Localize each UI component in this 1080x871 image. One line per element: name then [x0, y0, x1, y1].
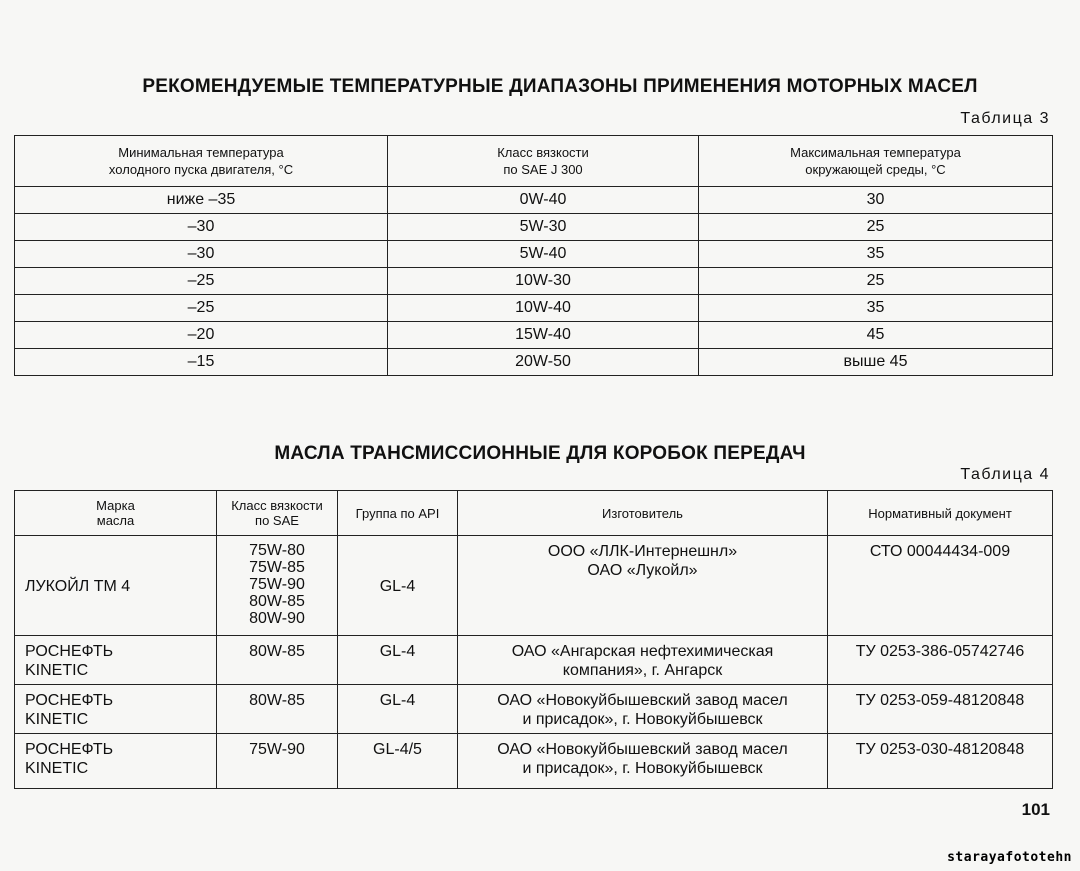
manufacturer-text: ОАО «Ангарская нефтехимическая	[511, 643, 774, 660]
cell-brand	[15, 734, 217, 789]
cell-sae-class: 10W-40	[388, 295, 699, 322]
motor-oil-temperature-table	[14, 135, 1053, 376]
sae-value: 75W-85	[249, 559, 305, 576]
cell-sae-class	[217, 685, 338, 734]
header-text: Максимальная температура	[790, 145, 961, 160]
cell-max-temp: выше 45	[699, 349, 1053, 376]
cell-api-group: GL-4	[338, 636, 458, 685]
cell-manufacturer	[458, 734, 828, 789]
header-text: Марка	[96, 498, 135, 513]
cell-api-group: GL-4/5	[338, 734, 458, 789]
table3-title: РЕКОМЕНДУЕМЫЕ ТЕМПЕРАТУРНЫЕ ДИАПАЗОНЫ ПРИМЕНЕНИЯ МОТОРНЫХ МАСЕЛ	[142, 76, 978, 97]
cell-max-temp: 35	[699, 241, 1053, 268]
brand-text: РОСНЕФТЬ	[25, 643, 114, 660]
cell-min-temp: –25	[15, 295, 388, 322]
sae-value: 75W-80	[249, 542, 305, 559]
table3-header-row	[15, 136, 1053, 187]
table-row	[15, 295, 1053, 322]
cell-max-temp: 45	[699, 322, 1053, 349]
table-row	[15, 322, 1053, 349]
header-viscosity-class	[388, 136, 699, 187]
brand-text: РОСНЕФТЬ	[25, 741, 114, 758]
cell-sae-class: 5W-30	[388, 214, 699, 241]
header-text: по SAE	[255, 513, 299, 528]
cell-brand	[15, 636, 217, 685]
cell-sae-class	[217, 636, 338, 685]
table-row	[15, 268, 1053, 295]
table-row	[15, 536, 1053, 636]
table4-title: МАСЛА ТРАНСМИССИОННЫЕ ДЛЯ КОРОБОК ПЕРЕДАЧ	[274, 443, 806, 464]
cell-normative-document: ТУ 0253-030-48120848	[828, 734, 1053, 789]
header-text: по SAE J 300	[503, 162, 583, 177]
manufacturer-text: ОАО «Новокуйбышевский завод масел	[497, 741, 788, 758]
sae-value: 80W-85	[249, 593, 305, 610]
header-min-temperature	[15, 136, 388, 187]
manufacturer-text: ООО «ЛЛК-Интернешнл»	[547, 543, 738, 560]
table-row	[15, 734, 1053, 789]
cell-sae-class: 20W-50	[388, 349, 699, 376]
header-text: окружающей среды, °С	[805, 162, 946, 177]
header-text: Класс вязкости	[497, 145, 589, 160]
cell-sae-class: 0W-40	[388, 187, 699, 214]
cell-max-temp: 25	[699, 214, 1053, 241]
cell-sae-class: 15W-40	[388, 322, 699, 349]
cell-min-temp: –20	[15, 322, 388, 349]
brand-text: KINETIC	[25, 711, 89, 728]
table-row	[15, 685, 1053, 734]
brand-text: KINETIC	[25, 760, 89, 777]
cell-brand	[15, 536, 217, 636]
cell-api-group: GL-4	[338, 536, 458, 636]
manufacturer-text: ОАО «Лукойл»	[587, 562, 698, 579]
sae-value: 75W-90	[249, 741, 305, 758]
table-row	[15, 187, 1053, 214]
manufacturer-text: и присадок», г. Новокуйбышевск	[522, 760, 763, 777]
sae-value: 80W-85	[249, 643, 305, 660]
header-normative-document	[828, 491, 1053, 536]
header-max-temperature	[699, 136, 1053, 187]
header-text: Нормативный документ	[868, 505, 1012, 521]
cell-min-temp: ниже –35	[15, 187, 388, 214]
brand-text: ЛУКОЙЛ ТМ 4	[25, 578, 131, 595]
table4-header-row	[15, 491, 1053, 536]
header-text: холодного пуска двигателя, °С	[108, 162, 294, 177]
sae-value: 80W-85	[249, 692, 305, 709]
cell-normative-document: ТУ 0253-059-48120848	[828, 685, 1053, 734]
header-text: Класс вязкости	[231, 498, 323, 513]
header-api-group	[338, 491, 458, 536]
header-text: Минимальная температура	[118, 145, 284, 160]
cell-normative-document: СТО 00044434-009	[828, 536, 1053, 636]
cell-sae-class: 5W-40	[388, 241, 699, 268]
table3-caption: Таблица 3	[960, 110, 1050, 127]
cell-min-temp: –30	[15, 214, 388, 241]
cell-max-temp: 35	[699, 295, 1053, 322]
table-row	[15, 636, 1053, 685]
table-row	[15, 214, 1053, 241]
manufacturer-text: компания», г. Ангарск	[562, 662, 723, 679]
cell-sae-class: 10W-30	[388, 268, 699, 295]
cell-brand	[15, 685, 217, 734]
header-brand	[15, 491, 217, 536]
header-manufacturer	[458, 491, 828, 536]
table-row	[15, 241, 1053, 268]
cell-min-temp: –15	[15, 349, 388, 376]
page-number: 101	[1021, 800, 1050, 819]
sae-value: 75W-90	[249, 576, 305, 593]
transmission-oil-table	[14, 490, 1053, 789]
cell-sae-class	[217, 734, 338, 789]
brand-text: KINETIC	[25, 662, 89, 679]
brand-text: РОСНЕФТЬ	[25, 692, 114, 709]
sae-value: 80W-90	[249, 610, 305, 627]
table-row	[15, 349, 1053, 376]
header-text: масла	[96, 513, 135, 528]
cell-manufacturer	[458, 636, 828, 685]
cell-max-temp: 25	[699, 268, 1053, 295]
manufacturer-text: ОАО «Новокуйбышевский завод масел	[497, 692, 788, 709]
cell-min-temp: –25	[15, 268, 388, 295]
cell-max-temp: 30	[699, 187, 1053, 214]
header-text: Изготовитель	[602, 505, 683, 521]
cell-min-temp: –30	[15, 241, 388, 268]
cell-sae-class	[217, 536, 338, 636]
cell-manufacturer	[458, 685, 828, 734]
table4-caption: Таблица 4	[960, 466, 1050, 483]
cell-api-group: GL-4	[338, 685, 458, 734]
cell-manufacturer	[458, 536, 828, 636]
watermark-text: starayafototehn	[947, 850, 1072, 865]
header-text: Группа по API	[355, 505, 440, 521]
header-viscosity-class	[217, 491, 338, 536]
cell-normative-document: ТУ 0253-386-05742746	[828, 636, 1053, 685]
manufacturer-text: и присадок», г. Новокуйбышевск	[522, 711, 763, 728]
